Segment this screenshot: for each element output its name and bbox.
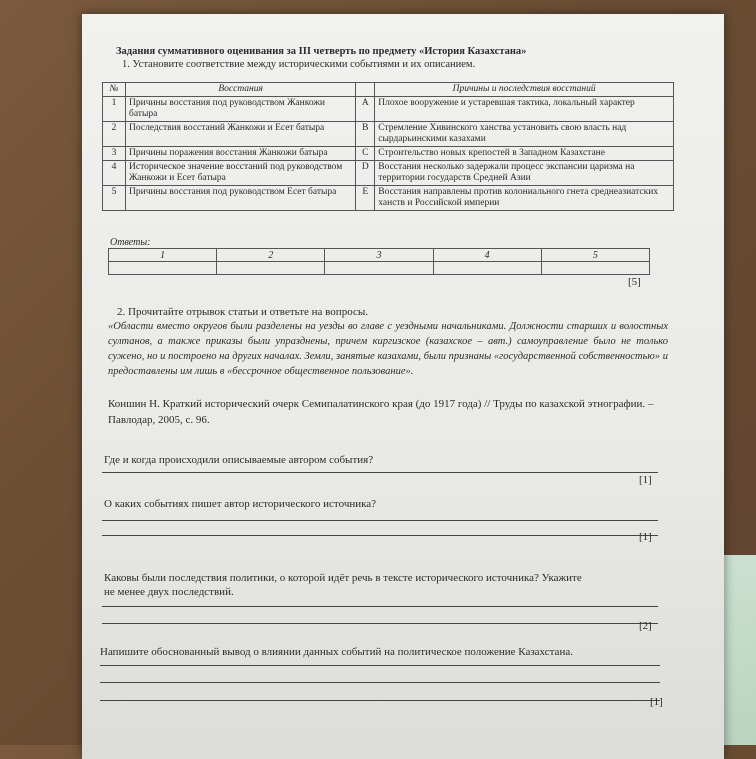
row-letter: A [356,97,375,122]
answer-col-label: 1 [109,249,217,262]
row-left: Историческое значение восстаний под руководством Жанкожи и Есет батыра [126,161,356,186]
table-header-row [103,83,674,97]
question-2: О каких событиях пишет автор исторического источника? [104,498,377,510]
answers-label: Ответы: [110,237,151,248]
row-letter: C [356,147,375,161]
quote-text: «Области вместо округов были разделены на уезды во главе с уездными начальниками. Должности старших и волостных султанов, а также приказы были упразднены, причем киргизское (казахское – авт.) самоуправление было не только сужено, но и построено на других началах. Земли, занятые казахами, были признаны «государственной собственностью» и предоставлены им лишь в «бессрочное общественное пользование». [108,321,668,377]
answer-cell[interactable] [109,262,217,275]
answer-col-label: 5 [541,249,649,262]
question-3: Каковы были последствия политики, о которой идёт речь в тексте исторического источника? Укажите [104,572,582,584]
answer-cell[interactable] [325,262,433,275]
answer-cell[interactable] [217,262,325,275]
answers-table [108,248,650,275]
row-letter: D [356,161,375,186]
answer-cell[interactable] [433,262,541,275]
answer-line[interactable] [100,700,660,701]
table-row [103,147,674,161]
col-left-header: Восстания [126,83,356,97]
row-right: Плохое вооружение и устаревшая тактика, локальный характер [375,97,674,122]
table-row [103,122,674,147]
question-2-score: [1] [639,531,652,543]
row-right: Восстания направлены против колониального гнета среднеазиатских ханств и Российской империи [375,186,674,211]
row-left: Причины восстания под руководством Есет батыра [126,186,356,211]
question-4: Напишите обоснованный вывод о влиянии данных событий на политическое положение Казахстана. [100,646,573,658]
answer-cell[interactable] [541,262,649,275]
table-row [103,97,674,122]
answer-line[interactable] [100,682,660,683]
table-row [103,161,674,186]
row-letter: E [356,186,375,211]
worksheet-page [82,14,724,759]
answer-col-label: 2 [217,249,325,262]
answer-line[interactable] [102,472,658,473]
source-citation: Коншин Н. Краткий исторический очерк Семипалатинского края (до 1917 года) // Труды по казахской этнографии. – Павлодар, 2005, с. 96. [108,398,654,426]
answer-line[interactable] [100,665,660,666]
row-letter: B [356,122,375,147]
table-row [103,186,674,211]
answer-line[interactable] [102,623,658,624]
row-num: 5 [103,186,126,211]
col-letter-header [356,83,375,97]
row-left: Последствия восстаний Жанкожи и Есет батыра [126,122,356,147]
task1-score: [5] [628,276,641,288]
row-num: 4 [103,161,126,186]
question-1: Где и когда происходили описываемые автором события? [104,454,374,466]
row-right: Восстания несколько задержали процесс экспансии царизма на территории государств Средней Азии [375,161,674,186]
page-title: Задания суммативного оценивания за III четверть по предмету «История Казахстана» [116,46,527,57]
answer-line[interactable] [102,535,658,536]
question-1-score: [1] [639,474,652,486]
question-3-score: [2] [639,620,652,632]
row-num: 3 [103,147,126,161]
question-4-score: [1] [650,696,663,708]
row-left: Причины восстания под руководством Жанкожи батыра [126,97,356,122]
col-right-header: Причины и последствия восстаний [375,83,674,97]
row-right: Стремление Хивинского ханства установить свою власть над сырдарьинскими казахами [375,122,674,147]
answer-line[interactable] [102,606,658,607]
task2-heading: 2. Прочитайте отрывок статьи и ответьте на вопросы. [117,306,368,318]
row-left: Причины поражения восстания Жанкожи батыра [126,147,356,161]
row-num: 1 [103,97,126,122]
answer-col-label: 4 [433,249,541,262]
task1-heading: 1. Установите соответствие между историческими событиями и их описанием. [122,59,476,70]
question-3-line2: не менее двух последствий. [104,586,234,598]
row-num: 2 [103,122,126,147]
answers-header-row [109,249,650,262]
col-num-header: № [103,83,126,97]
matching-table [102,82,674,211]
answers-input-row [109,262,650,275]
row-right: Строительство новых крепостей в Западном Казахстане [375,147,674,161]
answer-col-label: 3 [325,249,433,262]
answer-line[interactable] [102,520,658,521]
